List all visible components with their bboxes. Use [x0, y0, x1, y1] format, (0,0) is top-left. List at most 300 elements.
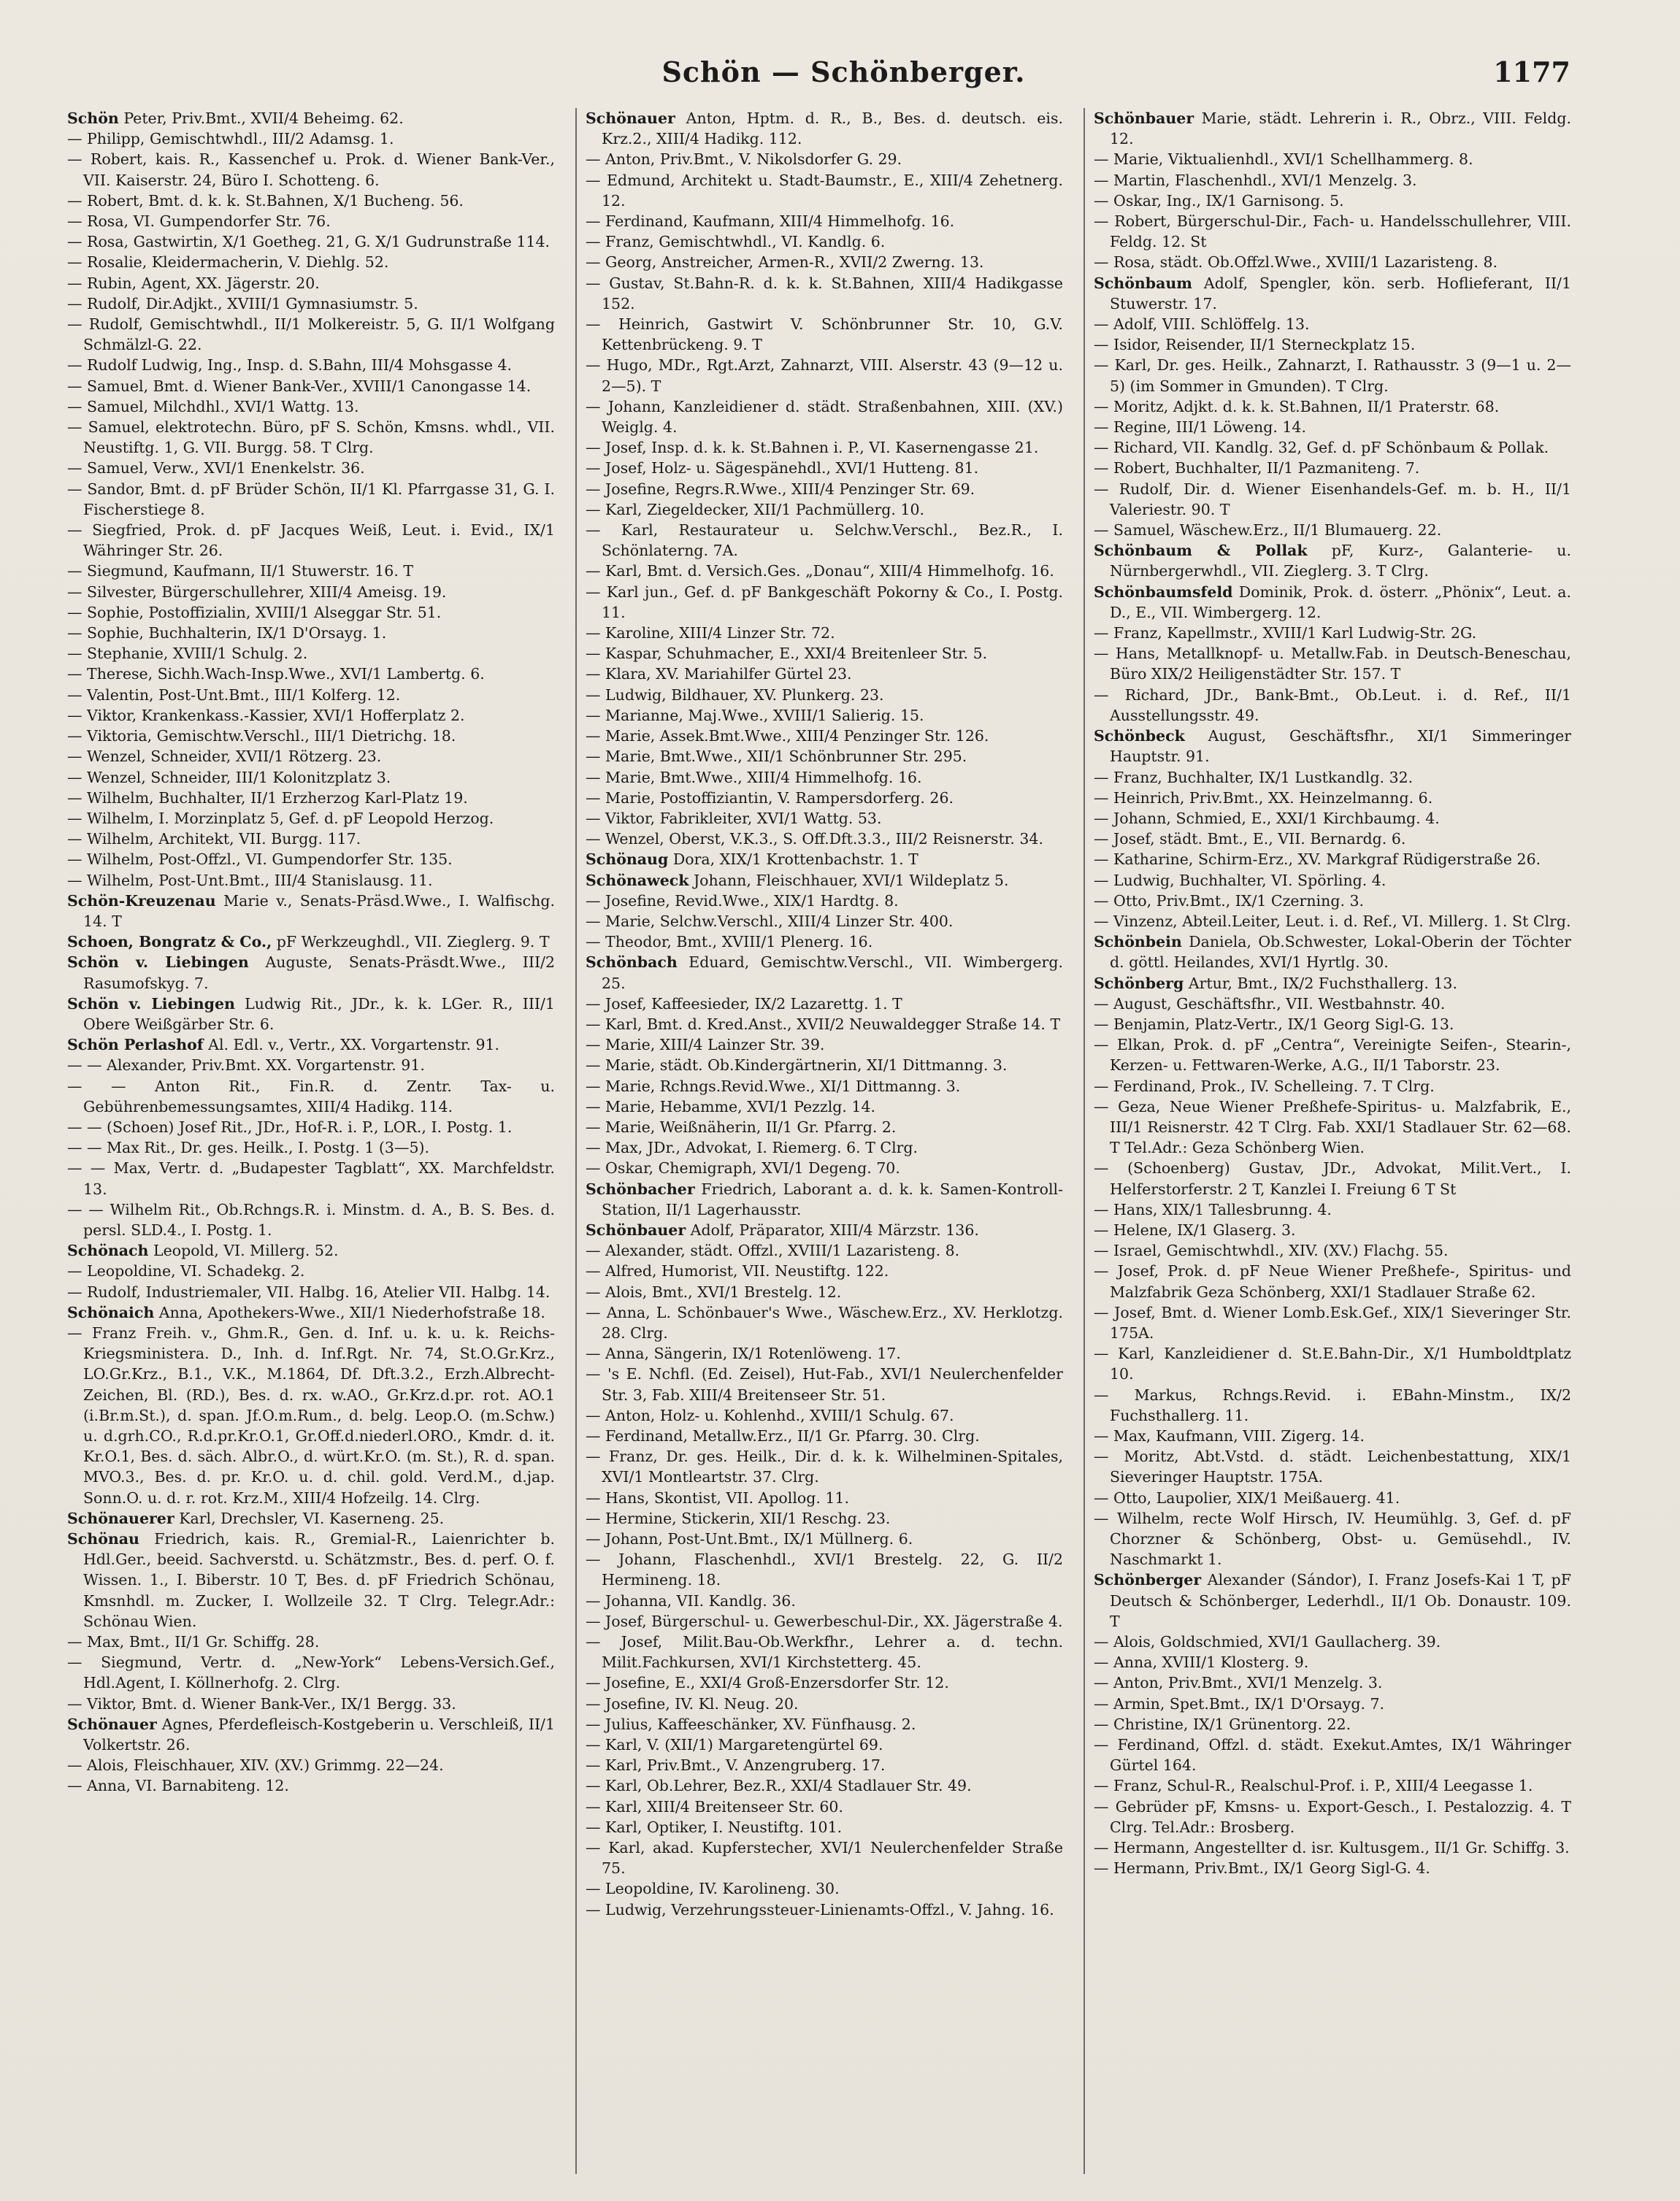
entry-text: — Samuel, Verw., XVI/1 Enenkelstr. 36.	[67, 459, 365, 477]
directory-entry	[67, 849, 555, 869]
entry-text: — Hans, Metallknopf- u. Metallw.Fab. in Deutsch-Beneschau, Büro XIX/2 Heiligenstädter Str. 157. T	[1094, 645, 1571, 683]
entry-text: — Rosa, Gastwirtin, X/1 Goetheg. 21, G. X/1 Gudrunstraße 114.	[67, 233, 551, 251]
entry-text: — Karl, Ob.Lehrer, Bez.R., XXI/4 Stadlauer Str. 49.	[586, 1777, 972, 1795]
directory-entry	[67, 870, 555, 891]
directory-entry	[1094, 1158, 1571, 1199]
directory-columns	[67, 108, 1571, 2174]
entry-text: — Josef, Prok. d. pF Neue Wiener Preßhefe-, Spiritus- und Malzfabrik Geza Schönberg, XXI/1 Stadlauer Straße 62.	[1094, 1262, 1571, 1301]
directory-entry	[1094, 149, 1571, 169]
entry-text: Dora, XIX/1 Krottenbachstr. 1. T	[672, 850, 918, 869]
entry-text: — Wilhelm, Post-Unt.Bmt., III/4 Stanislausg. 11.	[67, 871, 433, 889]
entry-text: — Richard, VII. Kandlg. 32, Gef. d. pF Schönbaum & Pollak.	[1094, 439, 1549, 457]
entry-surname: Schönbeck	[1094, 727, 1185, 745]
entry-surname: Schönauer	[586, 110, 675, 127]
directory-entry	[1094, 211, 1571, 252]
entry-text: — Viktor, Krankenkass.-Kassier, XVI/1 Hofferplatz 2.	[67, 706, 465, 724]
directory-entry	[586, 211, 1063, 231]
directory-entry	[586, 396, 1063, 437]
directory-entry	[67, 1055, 555, 1075]
directory-entry	[1094, 1385, 1571, 1426]
directory-entry	[586, 1117, 1063, 1137]
directory-entry	[67, 952, 555, 993]
directory-entry	[1094, 1735, 1571, 1775]
entry-text: — Moritz, Adjkt. d. k. k. St.Bahnen, II/1 Praterstr. 68.	[1094, 397, 1500, 415]
entry-text: — Karl, Bmt. d. Kred.Anst., XVII/2 Neuwaldegger Straße 14. T	[586, 1015, 1061, 1033]
directory-entry	[586, 1096, 1063, 1117]
directory-entry	[1094, 726, 1571, 767]
directory-entry	[67, 396, 555, 417]
directory-entry	[1094, 911, 1571, 932]
directory-entry	[586, 1282, 1063, 1302]
entry-text: — Viktor, Fabrikleiter, XVI/1 Wattg. 53.	[586, 809, 882, 827]
directory-entry	[586, 1302, 1063, 1343]
directory-entry	[1094, 396, 1571, 417]
directory-entry	[586, 231, 1063, 252]
directory-entry	[67, 273, 555, 293]
directory-entry	[67, 1694, 555, 1714]
directory-entry	[67, 1034, 555, 1055]
entry-text: — Anna, XVIII/1 Klosterg. 9.	[1094, 1653, 1309, 1672]
entry-text: — Ferdinand, Prok., IV. Schelleing. 7. T Clrg.	[1094, 1077, 1435, 1095]
entry-surname: Schönaich	[67, 1303, 155, 1321]
directory-entry	[1094, 1837, 1571, 1858]
entry-text: — Sophie, Postoffizialin, XVIII/1 Alseggar Str. 51.	[67, 603, 442, 621]
directory-entry	[1094, 1632, 1571, 1652]
entry-text: — Geza, Neue Wiener Preßhefe-Spiritus- u. Malzfabrik, E., III/1 Reisnerstr. 42 T Clrg. Fab. XXI/1 Stadlauer Str. 62—68. T Tel.Adr.: Geza Schönberg Wien.	[1094, 1097, 1571, 1157]
directory-entry	[1094, 334, 1571, 355]
entry-text: — Wenzel, Schneider, XVII/1 Rötzerg. 23.	[67, 748, 382, 766]
entry-text: — Josef, Bmt. d. Wiener Lomb.Esk.Gef., XIX/1 Sieveringer Str. 175A.	[1094, 1303, 1571, 1342]
entry-text: — Viktor, Bmt. d. Wiener Bank-Ver., IX/1 Bergg. 33.	[67, 1694, 456, 1713]
entry-text: Karl, Drechsler, VI. Kaserneng. 25.	[179, 1509, 445, 1527]
directory-entry	[67, 1302, 555, 1323]
entry-text: — Anna, Sängerin, IX/1 Rotenlöweng. 17.	[586, 1345, 901, 1363]
directory-entry	[586, 1179, 1063, 1220]
directory-entry	[1094, 314, 1571, 334]
entry-text: — Josef, städt. Bmt., E., VII. Bernardg. 6.	[1094, 830, 1406, 848]
entry-text: Alexander (Sándor), I. Franz Josefs-Kai 1 T, pF Deutsch & Schönberger, Lederhdl., II/1 Ob. Donaustr. 109. T	[1110, 1571, 1571, 1630]
directory-entry	[67, 1137, 555, 1158]
entry-text: — Katharine, Schirm-Erz., XV. Markgraf Rüdigerstraße 26.	[1094, 850, 1541, 869]
entry-text: — Sophie, Buchhalterin, IX/1 D'Orsayg. 1.	[67, 624, 387, 642]
entry-text: Artur, Bmt., IX/2 Fuchsthallerg. 13.	[1188, 974, 1457, 992]
directory-entry	[586, 911, 1063, 932]
directory-entry	[586, 1220, 1063, 1240]
entry-text: — Marie, städt. Ob.Kindergärtnerin, XI/1 Dittmanng. 3.	[586, 1056, 1008, 1075]
entry-text: — Benjamin, Platz-Vertr., IX/1 Georg Sigl-G. 13.	[1094, 1015, 1454, 1033]
directory-entry	[586, 314, 1063, 355]
directory-entry	[1094, 1694, 1571, 1714]
entry-text: Dominik, Prok. d. österr. „Phönix“, Leut. a. D., E., VII. Wimbergerg. 12.	[1110, 583, 1571, 621]
directory-entry	[586, 849, 1063, 869]
directory-entry	[586, 1549, 1063, 1590]
directory-entry	[67, 685, 555, 705]
directory-entry	[67, 623, 555, 643]
column-3	[1083, 108, 1571, 2174]
entry-text: — Rudolf, Industriemaler, VII. Halbg. 16, Atelier VII. Halbg. 14.	[67, 1283, 551, 1301]
entry-text: pF, Kurz-, Galanterie- u. Nürnbergerwhdl., VII. Zieglerg. 3. T Clrg.	[1110, 542, 1571, 580]
entry-text: — Max, Bmt., II/1 Gr. Schiffg. 28.	[67, 1633, 320, 1651]
entry-text: — Hans, XIX/1 Tallesbrunng. 4.	[1094, 1200, 1332, 1218]
directory-entry	[67, 1323, 555, 1508]
directory-entry	[586, 1076, 1063, 1096]
directory-entry	[1094, 994, 1571, 1014]
entry-text: — Marie, Bmt.Wwe., XIII/4 Himmelhofg. 16.	[586, 768, 922, 786]
entry-text: — Wilhelm, recte Wolf Hirsch, IV. Heumühlg. 3, Gef. d. pF Chorzner & Schönberg, Obst- u. Gemüsehdl., IV. Naschmarkt 1.	[1094, 1509, 1571, 1569]
entry-text: — Anton, Holz- u. Kohlenhd., XVIII/1 Schulg. 67.	[586, 1406, 954, 1424]
entry-text: — Karl jun., Gef. d. pF Bankgeschäft Pokorny & Co., I. Postg. 11.	[586, 583, 1063, 621]
directory-entry	[586, 1137, 1063, 1158]
entry-surname: Schönach	[67, 1242, 149, 1260]
directory-entry	[586, 664, 1063, 684]
entry-text: — Karl, akad. Kupferstecher, XVI/1 Neulerchenfelder Straße 75.	[586, 1839, 1063, 1878]
directory-entry	[586, 499, 1063, 520]
entry-text: — Karl, V. (XII/1) Margaretengürtel 69.	[586, 1736, 883, 1754]
entry-text: — Siegfried, Prok. d. pF Jacques Weiß, Leut. i. Evid., IX/1 Währinger Str. 26.	[67, 521, 555, 560]
entry-text: — — Anton Rit., Fin.R. d. Zentr. Tax- u. Gebührenbemessungsamtes, XIII/4 Hadikg. 114.	[67, 1077, 555, 1115]
directory-entry	[67, 211, 555, 231]
entry-surname: Schönbauer	[586, 1221, 686, 1239]
entry-text: — Heinrich, Priv.Bmt., XX. Heinzelmanng. 6.	[1094, 788, 1433, 807]
entry-text: — Alfred, Humorist, VII. Neustiftg. 122.	[586, 1262, 889, 1280]
entry-text: — Wenzel, Oberst, V.K.3., S. Off.Dft.3.3., III/2 Reisnerstr. 34.	[586, 830, 1043, 848]
entry-text: — Robert, Bmt. d. k. k. St.Bahnen, X/1 Bucheng. 56.	[67, 191, 464, 210]
entry-text: — Georg, Anstreicher, Armen-R., XVII/2 Zwerng. 13.	[586, 253, 984, 272]
entry-surname: Schönau	[67, 1530, 139, 1548]
entry-text: — Wilhelm, Post-Offzl., VI. Gumpendorfer Str. 135.	[67, 850, 453, 869]
directory-entry	[586, 1694, 1063, 1714]
entry-text: — Karl, Dr. ges. Heilk., Zahnarzt, I. Rathausstr. 3 (9—1 u. 2—5) (im Sommer in Gmunden). T Clrg.	[1094, 356, 1571, 395]
entry-surname: Schönbach	[586, 953, 678, 972]
directory-entry	[586, 1672, 1063, 1693]
entry-text: — Rosa, städt. Ob.Offzl.Wwe., XVIII/1 Lazaristeng. 8.	[1094, 253, 1498, 272]
directory-entry	[67, 1261, 555, 1281]
directory-entry	[67, 602, 555, 623]
directory-entry	[67, 1117, 555, 1137]
entry-text: — Marie, Assek.Bmt.Wwe., XIII/4 Penzinger Str. 126.	[586, 727, 989, 745]
directory-entry	[67, 664, 555, 684]
directory-entry	[586, 273, 1063, 314]
directory-entry	[1094, 108, 1571, 149]
entry-surname: Schönberger	[1094, 1571, 1202, 1589]
directory-entry	[1094, 458, 1571, 478]
entry-text: — Josef, Insp. d. k. k. St.Bahnen i. P., VI. Kasernengasse 21.	[586, 439, 1039, 457]
directory-entry	[1094, 1014, 1571, 1034]
entry-surname: Schönaweck	[586, 871, 689, 889]
entry-text: — Philipp, Gemischtwhdl., III/2 Adamsg. 1.	[67, 130, 394, 148]
directory-entry	[1094, 191, 1571, 211]
entry-text: — Richard, JDr., Bank-Bmt., Ob.Leut. i. d. Ref., II/1 Ausstellungsstr. 49.	[1094, 685, 1571, 724]
directory-entry	[586, 1446, 1063, 1487]
directory-entry	[586, 252, 1063, 272]
directory-entry	[586, 1240, 1063, 1261]
directory-entry	[586, 1261, 1063, 1281]
entry-text: — Anna, VI. Barnabiteng. 12.	[67, 1777, 289, 1795]
entry-text: — Josefine, E., XXI/4 Groß-Enzersdorfer Str. 12.	[586, 1674, 949, 1692]
directory-entry	[586, 520, 1063, 561]
entry-text: Friedrich, Laborant a. d. k. k. Samen-Kontroll-Station, II/1 Lagerhausstr.	[602, 1180, 1063, 1218]
directory-entry	[586, 808, 1063, 829]
entry-text: — Karl, XIII/4 Breitenseer Str. 60.	[586, 1797, 843, 1816]
directory-entry	[586, 582, 1063, 623]
running-head: Schön — Schönberger.	[661, 55, 1026, 88]
entry-text: — — (Schoen) Josef Rit., JDr., Hof-R. i. P., LOR., I. Postg. 1.	[67, 1118, 513, 1136]
directory-entry	[1094, 355, 1571, 396]
directory-entry	[1094, 1343, 1571, 1384]
directory-entry	[67, 520, 555, 561]
entry-text: — Heinrich, Gastwirt V. Schönbrunner Str. 10, G.V. Kettenbrückeng. 9. T	[586, 315, 1063, 354]
entry-text: — Oskar, Ing., IX/1 Garnisong. 5.	[1094, 191, 1344, 210]
entry-surname: Schönbaumsfeld	[1094, 583, 1233, 601]
entry-text: — Rudolf, Dir.Adjkt., XVIII/1 Gymnasiumstr. 5.	[67, 294, 418, 312]
directory-entry	[586, 1405, 1063, 1426]
entry-text: Ludwig Rit., JDr., k. k. LGer. R., III/1 Obere Weißgärber Str. 6.	[83, 994, 555, 1033]
entry-text: — Josef, Bürgerschul- u. Gewerbeschul-Dir., XX. Jägerstraße 4.	[586, 1612, 1063, 1630]
entry-text: — Karl, Ziegeldecker, XII/1 Pachmüllerg. 10.	[586, 500, 925, 518]
directory-entry	[1094, 273, 1571, 314]
directory-entry	[1094, 437, 1571, 458]
entry-text: — Karl, Restaurateur u. Selchw.Verschl., Bez.R., I. Schönlaterng. 7A.	[586, 521, 1063, 560]
directory-entry	[1094, 685, 1571, 726]
entry-text: — Marie, Weißnäherin, II/1 Gr. Pfarrg. 2.	[586, 1118, 897, 1136]
directory-entry	[1094, 643, 1571, 684]
entry-text: — Silvester, Bürgerschullehrer, XIII/4 Ameisg. 19.	[67, 583, 447, 601]
entry-text: — Armin, Spet.Bmt., IX/1 D'Orsayg. 7.	[1094, 1694, 1385, 1713]
entry-text: Al. Edl. v., Vertr., XX. Vorgartenstr. 91.	[208, 1036, 500, 1054]
directory-entry	[586, 458, 1063, 478]
entry-text: — Rudolf Ludwig, Ing., Insp. d. S.Bahn, III/4 Mohsgasse 4.	[67, 356, 513, 374]
directory-entry	[1094, 1672, 1571, 1693]
directory-entry	[67, 149, 555, 190]
directory-entry	[67, 1755, 555, 1775]
entry-text: — Hermann, Angestellter d. isr. Kultusgem., II/1 Gr. Schiffg. 3.	[1094, 1839, 1570, 1857]
directory-entry	[586, 1591, 1063, 1611]
directory-entry	[1094, 788, 1571, 808]
directory-entry	[67, 643, 555, 664]
directory-entry	[586, 1611, 1063, 1632]
directory-entry	[1094, 520, 1571, 540]
entry-text: — Johann, Kanzleidiener d. städt. Straßenbahnen, XIII. (XV.) Weiglg. 4.	[586, 397, 1063, 437]
entry-text: — Ferdinand, Metallw.Erz., II/1 Gr. Pfarrg. 30. Clrg.	[586, 1427, 980, 1445]
directory-entry	[1094, 1302, 1571, 1343]
directory-entry	[586, 746, 1063, 767]
directory-entry	[586, 1714, 1063, 1735]
entry-text: — Wenzel, Schneider, III/1 Kolonitzplatz 3.	[67, 768, 391, 786]
directory-entry	[1094, 540, 1571, 581]
directory-entry	[586, 1055, 1063, 1075]
directory-entry	[1094, 1775, 1571, 1796]
directory-entry	[586, 108, 1063, 149]
entry-text: — Markus, Rchngs.Revid. i. EBahn-Minstm., IX/2 Fuchsthallerg. 11.	[1094, 1386, 1571, 1424]
entry-text: — Josef, Kaffeesieder, IX/2 Lazarettg. 1. T	[586, 994, 902, 1013]
entry-text: — Josefine, Revid.Wwe., XIX/1 Hardtg. 8.	[586, 891, 899, 910]
directory-entry	[67, 1775, 555, 1796]
entry-text: — Martin, Flaschenhdl., XVI/1 Menzelg. 3.	[1094, 171, 1417, 189]
directory-entry	[586, 1900, 1063, 1920]
entry-text: Friedrich, kais. R., Gremial-R., Laienrichter b. Hdl.Ger., beeid. Sachverstd. u. Schätzmstr., Bes. d. perf. O. f. Wissen. 1., I. Biberstr. 10 T, Bes. d. pF Friedrich Schönau, Kmsnhdl. m. Zucker, I. Wollzeile 32. T Clrg. Telegr.Adr.: Schönau Wien.	[83, 1530, 555, 1630]
entry-text: — Rosalie, Kleidermacherin, V. Diehlg. 52.	[67, 253, 389, 272]
directory-entry	[586, 170, 1063, 211]
entry-text: — Johann, Schmied, E., XXI/1 Kirchbaumg. 4.	[1094, 809, 1440, 827]
entry-text: — Josefine, IV. Kl. Neug. 20.	[586, 1694, 799, 1713]
directory-entry	[586, 1488, 1063, 1508]
directory-entry	[586, 932, 1063, 952]
directory-entry	[67, 1529, 555, 1632]
directory-entry	[1094, 1240, 1571, 1261]
entry-text: — Samuel, Milchdhl., XVI/1 Wattg. 13.	[67, 397, 359, 415]
entry-surname: Schönauerer	[67, 1509, 174, 1527]
directory-entry	[586, 1364, 1063, 1405]
entry-text: — Leopoldine, VI. Schadekg. 2.	[67, 1262, 305, 1280]
entry-text: — Gebrüder pF, Kmsns- u. Export-Gesch., I. Pestalozzig. 4. T Clrg. Tel.Adr.: Brosberg.	[1094, 1797, 1571, 1836]
entry-text: Auguste, Senats-Präsdt.Wwe., III/2 Rasumofskyg. 7.	[83, 953, 555, 992]
directory-entry	[586, 1014, 1063, 1034]
entry-text: — Ludwig, Buchhalter, VI. Spörling. 4.	[1094, 871, 1386, 889]
entry-surname: Schön v. Liebingen	[67, 994, 235, 1013]
directory-entry	[67, 1652, 555, 1693]
directory-entry	[586, 1837, 1063, 1878]
directory-entry	[67, 891, 555, 932]
entry-surname: Schönbein	[1094, 933, 1182, 951]
entry-text: — Robert, kais. R., Kassenchef u. Prok. d. Wiener Bank-Ver., VII. Kaiserstr. 24, Büro I. Schotteng. 6.	[67, 150, 555, 189]
entry-surname: Schönberg	[1094, 974, 1184, 992]
entry-text: — Rudolf, Dir. d. Wiener Eisenhandels-Gef. m. b. H., II/1 Valeriestr. 90. T	[1094, 480, 1571, 518]
directory-entry	[67, 293, 555, 314]
entry-text: — Marie, Hebamme, XVI/1 Pezzlg. 14.	[586, 1097, 876, 1115]
entry-text: — Anna, L. Schönbauer's Wwe., Wäschew.Erz., XV. Herklotzg. 28. Clrg.	[586, 1303, 1063, 1342]
entry-text: — Marie, Selchw.Verschl., XIII/4 Linzer Str. 400.	[586, 912, 954, 930]
entry-text: — Ludwig, Verzehrungssteuer-Linienamts-Offzl., V. Jahng. 16.	[586, 1900, 1054, 1918]
directory-entry	[1094, 417, 1571, 437]
entry-text: August, Geschäftsfhr., XI/1 Simmeringer Hauptstr. 91.	[1110, 727, 1571, 766]
entry-text: — Regine, III/1 Löweng. 14.	[1094, 418, 1306, 437]
entry-text: — Wilhelm, I. Morzinplatz 5, Gef. d. pF Leopold Herzog.	[67, 809, 494, 827]
entry-text: — Otto, Priv.Bmt., IX/1 Czerning. 3.	[1094, 891, 1365, 910]
entry-text: — Hugo, MDr., Rgt.Arzt, Zahnarzt, VIII. Alserstr. 43 (9—12 u. 2—5). T	[586, 356, 1063, 395]
entry-text: — Karl, Bmt. d. Versich.Ges. „Donau“, XIII/4 Himmelhofg. 16.	[586, 562, 1054, 580]
directory-entry	[1094, 849, 1571, 869]
entry-text: — Karl, Kanzleidiener d. St.E.Bahn-Dir., X/1 Humboldtplatz 10.	[1094, 1345, 1571, 1383]
directory-entry	[67, 191, 555, 211]
entry-text: — — Max Rit., Dr. ges. Heilk., I. Postg. 1 (3—5).	[67, 1139, 430, 1157]
directory-entry	[586, 685, 1063, 705]
directory-entry	[67, 1076, 555, 1117]
entry-text: — Christine, IX/1 Grünentorg. 22.	[1094, 1715, 1351, 1733]
entry-text: Peter, Priv.Bmt., XVII/4 Beheimg. 62.	[123, 110, 404, 127]
directory-entry	[586, 1632, 1063, 1672]
directory-entry	[586, 705, 1063, 726]
entry-text: — Johann, Post-Unt.Bmt., IX/1 Müllnerg. 6.	[586, 1530, 913, 1548]
entry-text: Leopold, VI. Millerg. 52.	[153, 1242, 339, 1260]
entry-text: — Alexander, städt. Offzl., XVIII/1 Lazaristeng. 8.	[586, 1242, 960, 1260]
entry-text: Eduard, Gemischtw.Verschl., VII. Wimbergerg. 25.	[602, 953, 1063, 992]
entry-text: Daniela, Ob.Schwester, Lokal-Oberin der Töchter d. göttl. Heilandes, XVI/1 Hyrtlg. 30.	[1110, 933, 1571, 972]
entry-text: — Sandor, Bmt. d. pF Brüder Schön, II/1 Kl. Pfarrgasse 31, G. I. Fischerstiege 8.	[67, 480, 555, 518]
entry-text: — Julius, Kaffeeschänker, XV. Fünfhausg. 2.	[586, 1715, 916, 1733]
entry-text: — — Max, Vertr. d. „Budapester Tagblatt“, XX. Marchfeldstr. 13.	[67, 1159, 555, 1198]
directory-entry	[1094, 1220, 1571, 1240]
directory-entry	[586, 952, 1063, 993]
directory-entry	[67, 829, 555, 849]
directory-entry	[1094, 1426, 1571, 1446]
entry-text: — Edmund, Architekt u. Stadt-Baumstr., E., XIII/4 Zehetnerg. 12.	[586, 171, 1063, 210]
directory-entry	[67, 1282, 555, 1302]
entry-text: Marie, städt. Lehrerin i. R., Obrz., VIII. Feldg. 12.	[1110, 110, 1571, 148]
directory-entry	[1094, 829, 1571, 849]
entry-text: — Franz Freih. v., Ghm.R., Gen. d. Inf. u. k. u. k. Reichs-Kriegsministera. D., Inh. d. Inf.Rgt. Nr. 74, St.O.Gr.Krz., LO.Gr.Krz., B.1., V.K., M.1864, Df. Dft.3.2., Erzh.Albrecht-Zeichen, Bl. (RD.), Bes. d. rx. w.AO., Gr.Krz.d.pr. rot. AO.1 (i.Br.m.St.), d. span. Jf.O.m.Rum., d. belg. Leop.O. (m.Schw.) u. d.grh.CO., R.d.pr.Kr.O.1, Gr.Off.d.niederl.ORO., Kmdr. d. it. Kr.O.1, Bes. d. säch. Albr.O., d. würt.Kr.O. (m. St.), R. d. span. MVO.3., Bes. d. pr. Kr.O. u. d. chil. gold. Verd.M., d.jap. Sonn.O. u. d. r. rot. Krz.M., XIII/4 Hofzeilg. 14. Clrg.	[67, 1324, 555, 1507]
directory-entry	[67, 932, 555, 952]
entry-text: — Karl, Optiker, I. Neustiftg. 101.	[586, 1818, 843, 1836]
directory-entry	[586, 1343, 1063, 1364]
directory-entry	[67, 355, 555, 375]
directory-entry	[67, 1714, 555, 1755]
entry-text: — Alois, Goldschmied, XVI/1 Gaullacherg. 39.	[1094, 1633, 1441, 1651]
entry-text: — Franz, Buchhalter, IX/1 Lustkandlg. 32.	[1094, 768, 1414, 786]
directory-entry	[67, 582, 555, 602]
entry-text: — Marie, XIII/4 Lainzer Str. 39.	[586, 1036, 825, 1054]
directory-entry	[67, 376, 555, 396]
directory-entry	[1094, 767, 1571, 788]
directory-entry	[1094, 1858, 1571, 1878]
directory-entry	[67, 705, 555, 726]
directory-entry	[586, 437, 1063, 458]
directory-entry	[586, 479, 1063, 499]
entry-text: — Robert, Bürgerschul-Dir., Fach- u. Handelsschullehrer, VIII. Feldg. 12. St	[1094, 212, 1571, 251]
entry-text: — Gustav, St.Bahn-R. d. k. k. St.Bahnen, XIII/4 Hadikgasse 152.	[586, 274, 1063, 312]
entry-text: — Ferdinand, Kaufmann, XIII/4 Himmelhofg. 16.	[586, 212, 955, 231]
directory-entry	[67, 788, 555, 808]
directory-entry	[67, 746, 555, 767]
directory-entry	[586, 1817, 1063, 1837]
directory-entry	[586, 994, 1063, 1014]
directory-entry	[586, 891, 1063, 911]
directory-entry	[586, 767, 1063, 788]
directory-entry	[67, 417, 555, 458]
entry-surname: Schön v. Liebingen	[67, 953, 249, 972]
entry-text: — Franz, Schul-R., Realschul-Prof. i. P., XIII/4 Leegasse 1.	[1094, 1777, 1533, 1795]
entry-text: — Vinzenz, Abteil.Leiter, Leut. i. d. Ref., VI. Millerg. 1. St Clrg.	[1094, 912, 1571, 930]
entry-text: — — Alexander, Priv.Bmt. XX. Vorgartenstr. 91.	[67, 1056, 425, 1075]
directory-entry	[586, 355, 1063, 396]
directory-entry	[1094, 1797, 1571, 1837]
directory-entry	[586, 1158, 1063, 1178]
entry-text: — Viktoria, Gemischtw.Verschl., III/1 Dietrichg. 18.	[67, 727, 456, 745]
entry-text: — Elkan, Prok. d. pF „Centra“, Vereinigte Seifen-, Stearin-, Kerzen- u. Fettwaren-Werke, A.G., II/1 Taborstr. 23.	[1094, 1036, 1571, 1075]
entry-text: — — Wilhelm Rit., Ob.Rchngs.R. i. Minstm. d. A., B. S. Bes. d. persl. SLD.4., I. Postg. 1.	[67, 1200, 555, 1239]
directory-entry	[67, 128, 555, 149]
page-number: 1177	[1493, 55, 1570, 88]
directory-entry	[586, 561, 1063, 581]
directory-entry	[67, 561, 555, 581]
entry-text: — Marianne, Maj.Wwe., XVIII/1 Salierig. 15.	[586, 706, 924, 724]
directory-entry	[1094, 1096, 1571, 1159]
entry-surname: Schönbauer	[1094, 110, 1194, 127]
directory-entry	[1094, 479, 1571, 520]
entry-text: — Theodor, Bmt., XVIII/1 Plenerg. 16.	[586, 933, 873, 951]
entry-text: Marie v., Senats-Präsd.Wwe., I. Walfischg. 14. T	[83, 891, 555, 930]
directory-entry	[67, 231, 555, 252]
entry-text: Johann, Fleischhauer, XVI/1 Wildeplatz 5.	[693, 871, 1009, 889]
directory-entry	[1094, 1508, 1571, 1570]
directory-entry	[1094, 1199, 1571, 1220]
directory-entry	[586, 1797, 1063, 1817]
directory-entry	[1094, 1652, 1571, 1672]
entry-text: — Wilhelm, Buchhalter, II/1 Erzherzog Karl-Platz 19.	[67, 788, 468, 807]
entry-text: Adolf, Spengler, kön. serb. Hoflieferant, II/1 Stuwerstr. 17.	[1110, 274, 1571, 312]
entry-text: — Alois, Bmt., XVI/1 Brestelg. 12.	[586, 1283, 842, 1301]
entry-text: — Samuel, Bmt. d. Wiener Bank-Ver., XVIII/1 Canongasse 14.	[67, 377, 532, 395]
directory-entry	[586, 643, 1063, 664]
